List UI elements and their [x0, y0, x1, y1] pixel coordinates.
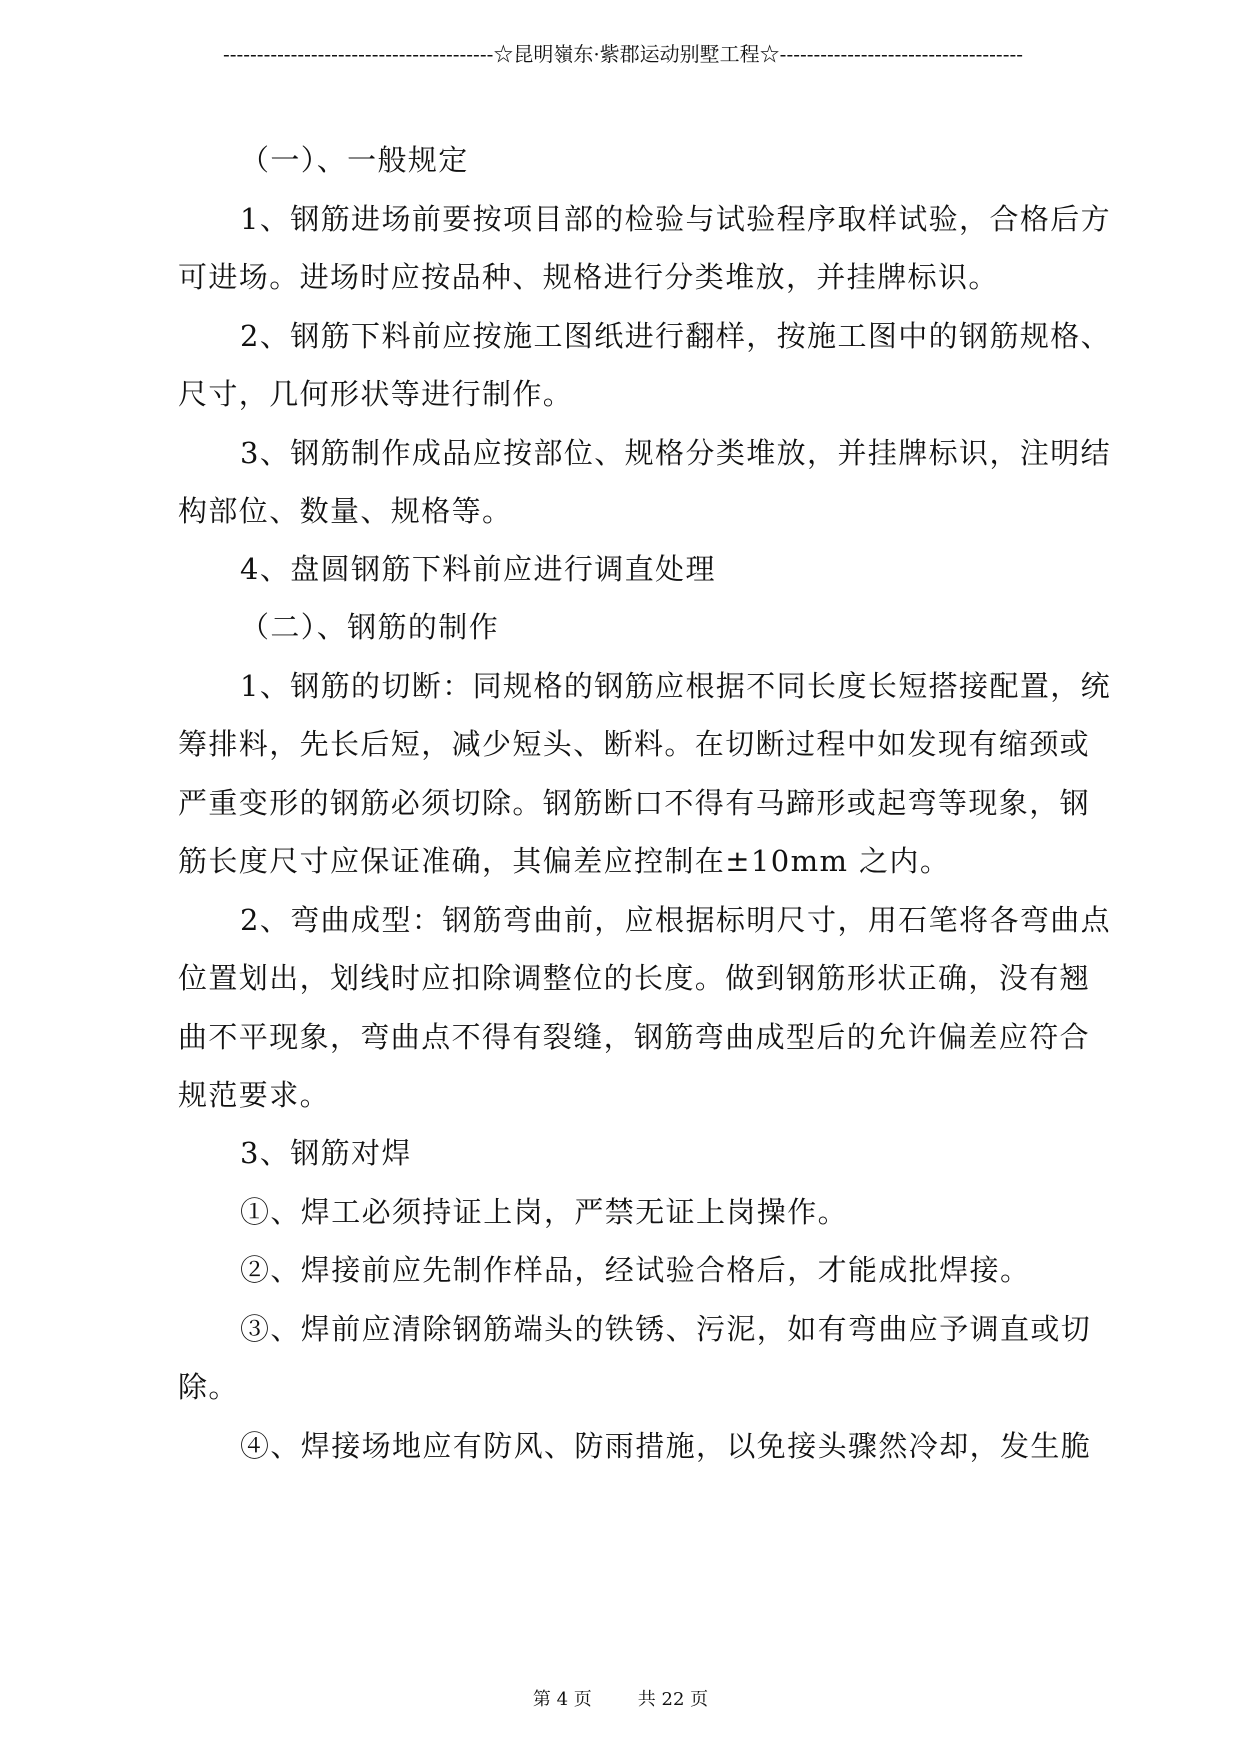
paragraph-line: 3、钢筋制作成品应按部位、规格分类堆放，并挂牌标识，注明结	[240, 436, 1112, 470]
paragraph-line: 筹排料，先长后短，减少短头、断料。在切断过程中如发现有缩颈或	[178, 727, 1091, 761]
paragraph-line: ②、焊接前应先制作样品，经试验合格后，才能成批焊接。	[240, 1253, 1031, 1287]
paragraph-line: 3、钢筋对焊	[240, 1136, 412, 1170]
paragraph-line: 2、弯曲成型：钢筋弯曲前，应根据标明尺寸，用石笔将各弯曲点	[240, 903, 1112, 937]
paragraph-line: 曲不平现象，弯曲点不得有裂缝，钢筋弯曲成型后的允许偏差应符合	[178, 1020, 1091, 1054]
page-footer	[0, 1688, 1241, 1712]
paragraph-line: 筋长度尺寸应保证准确，其偏差应控制在±10mm 之内。	[178, 844, 951, 878]
page-total: 共 22 页	[637, 1689, 709, 1710]
paragraph-line: 位置划出，划线时应扣除调整位的长度。做到钢筋形状正确，没有翘	[178, 961, 1091, 995]
paragraph-line: 规范要求。	[178, 1078, 331, 1112]
paragraph-line: ①、焊工必须持证上岗，严禁无证上岗操作。	[240, 1195, 849, 1229]
paragraph-line: ④、焊接场地应有防风、防雨措施，以免接头骤然冷却，发生脆	[240, 1429, 1092, 1463]
paragraph-line: ③、焊前应清除钢筋端头的铁锈、污泥，如有弯曲应予调直或切	[240, 1312, 1092, 1346]
section-heading-general: （一）、一般规定	[240, 143, 469, 177]
paragraph-line: 4、盘圆钢筋下料前应进行调直处理	[240, 552, 716, 586]
paragraph-line: 构部位、数量、规格等。	[178, 494, 513, 528]
paragraph-line: 2、钢筋下料前应按施工图纸进行翻样，按施工图中的钢筋规格、	[240, 319, 1112, 353]
paragraph-line: 可进场。进场时应按品种、规格进行分类堆放，并挂牌标识。	[178, 260, 999, 294]
paragraph-line: 除。	[178, 1370, 239, 1404]
section-heading-fabrication: （二）、钢筋的制作	[240, 610, 500, 644]
paragraph-line: 1、钢筋的切断：同规格的钢筋应根据不同长度长短搭接配置，统	[240, 669, 1112, 703]
paragraph-line: 1、钢筋进场前要按项目部的检验与试验程序取样试验，合格后方	[240, 202, 1112, 236]
running-header: ----------------------------------------☆昆明嶺东·紫郡运动别墅工程☆------------------------------------	[223, 42, 1023, 66]
paragraph-line: 尺寸，几何形状等进行制作。	[178, 377, 574, 411]
paragraph-line: 严重变形的钢筋必须切除。钢筋断口不得有马蹄形或起弯等现象，钢	[178, 786, 1091, 820]
page-number: 第 4 页	[532, 1689, 592, 1710]
